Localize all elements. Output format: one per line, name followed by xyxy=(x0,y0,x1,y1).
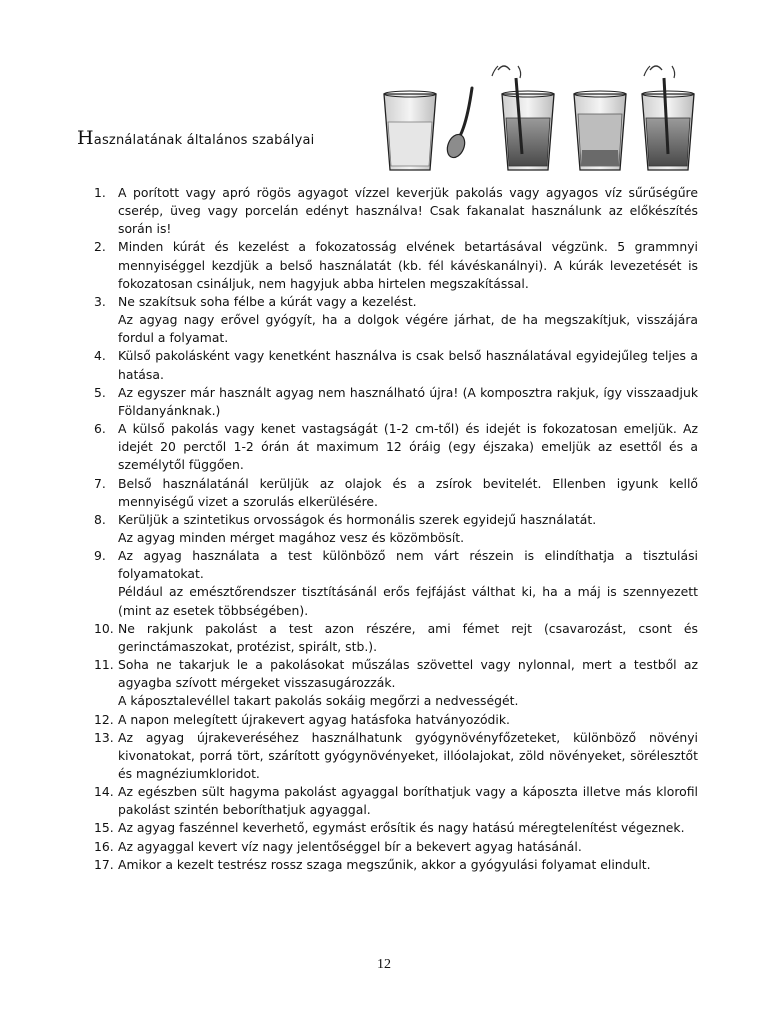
heading-initial: H xyxy=(77,127,94,149)
rule-text xyxy=(118,711,698,729)
rule-text xyxy=(118,384,698,420)
page-number: 12 xyxy=(377,957,391,972)
rule-number: 10. xyxy=(94,620,114,636)
rule-item xyxy=(94,293,698,347)
rule-paragraph: A külső pakolás vagy kenet vastagságát (1-2 cm-től) és idejét is fokozatosan emeljük. Az idejét 20 perctől 1-2 órán át maximum 12 óráig (egy éjszaka) emeljük az esettől és a személytől függően. xyxy=(118,421,698,473)
rule-number: 3. xyxy=(94,293,106,309)
rule-text xyxy=(118,238,698,292)
rule-paragraph: Az egészben sült hagyma pakolást agyaggal boríthatjuk vagy a káposzta illetve más klorofil pakolást szintén beboríthatjuk agyaggal. xyxy=(118,784,698,818)
rule-item xyxy=(94,819,698,837)
spoon-icon xyxy=(444,88,472,160)
rule-item xyxy=(94,711,698,729)
rule-number: 12. xyxy=(94,711,114,727)
rule-item xyxy=(94,184,698,238)
rule-text xyxy=(118,475,698,511)
clay-water-glass-icon xyxy=(574,91,626,170)
rule-text xyxy=(118,347,698,383)
rule-paragraph: Amikor a kezelt testrész rossz szaga megszűnik, akkor a gyógyulási folyamat elindult. xyxy=(118,856,651,872)
rule-number: 4. xyxy=(94,348,106,364)
stirred-glass-icon xyxy=(642,66,694,170)
rule-paragraph: Az egyszer már használt agyag nem használható újra! (A komposztra rakjuk, így visszaadjuk Földanyánknak.) xyxy=(118,384,698,418)
rule-number: 13. xyxy=(94,729,114,745)
rule-number: 14. xyxy=(94,784,114,800)
rule-paragraph: Kerüljük a szintetikus orvosságok és hormonális szerek egyidejű használatát. xyxy=(118,511,597,527)
rule-paragraph: Külső pakolásként vagy kenetként használva is csak belső használatával egyidejűleg teljes a hatása. xyxy=(118,348,698,382)
rule-item xyxy=(94,384,698,420)
rule-number: 17. xyxy=(94,856,114,872)
rule-paragraph: Minden kúrát és kezelést a fokozatosság elvének betartásával végzünk. 5 grammnyi mennyiséggel kezdjük a belső használatát (kb. fél kávéskanálnyi). A kúrák levezetését is fokozatosan csináljuk, nem hagyjuk abba hirtelen megszakítással. xyxy=(118,239,698,291)
rule-item xyxy=(94,729,698,783)
rule-number: 15. xyxy=(94,820,114,836)
rule-item xyxy=(94,347,698,383)
rule-item xyxy=(94,620,698,656)
rule-paragraph: Az agyag használata a test különböző nem várt részein is elindíthatja a tisztulási folyamatokat. xyxy=(118,548,698,582)
rule-number: 6. xyxy=(94,421,106,437)
rule-text xyxy=(118,729,698,783)
rule-text xyxy=(118,783,698,819)
rule-number: 5. xyxy=(94,384,106,400)
rule-item xyxy=(94,547,698,620)
rule-number: 2. xyxy=(94,239,106,255)
rule-paragraph: Az agyag minden mérget magához vesz és közömbösít. xyxy=(118,529,465,545)
rule-paragraph: Soha ne takarjuk le a pakolásokat műszálas szövettel vagy nylonnal, mert a testből az agyagba szívott mérgeket visszasugározzák. xyxy=(118,657,698,691)
rule-paragraph: Az agyag nagy erővel gyógyít, ha a dolgok végére járhat, de ha megszakítjuk, visszájára fordul a folyamat. xyxy=(118,312,698,346)
rule-item xyxy=(94,238,698,292)
clay-preparation-illustration xyxy=(380,62,698,174)
rule-text xyxy=(118,547,698,620)
rule-text xyxy=(118,620,698,656)
rule-number: 8. xyxy=(94,511,106,527)
rule-text xyxy=(118,838,698,856)
rule-number: 16. xyxy=(94,838,114,854)
rule-item xyxy=(94,656,698,710)
page-heading xyxy=(77,127,314,149)
heading-text: asználatának általános szabályai xyxy=(93,133,315,148)
rule-number: 1. xyxy=(94,185,106,200)
rule-text xyxy=(118,656,698,710)
rule-paragraph: A porított vagy apró rögös agyagot vízzel keverjük pakolás vagy agyagos víz sűrűségűre cserép, üveg vagy porcelán edényt használva! Csak fakanalat használunk az előkészítés során is! xyxy=(118,185,698,237)
rules-list xyxy=(94,184,698,874)
water-glass-icon xyxy=(384,91,436,170)
rule-number: 9. xyxy=(94,548,106,564)
rule-text xyxy=(118,511,698,547)
rule-paragraph: Az agyag faszénnel keverhető, egymást erősítik és nagy hatású méregtelenítést végeznek. xyxy=(118,820,685,836)
rule-paragraph: Belső használatánál kerüljük az olajok és a zsírok bevitelét. Ellenben igyunk kellő mennyiségű vizet a szorulás elkerülésére. xyxy=(118,475,698,509)
rule-paragraph: Például az emésztőrendszer tisztításánál erős fejfájást válthat ki, ha a máj is szennyezett (mint az esetek többségében). xyxy=(118,584,698,618)
rule-item xyxy=(94,511,698,547)
rule-item xyxy=(94,475,698,511)
rule-number: 11. xyxy=(94,657,114,673)
rule-number: 7. xyxy=(94,475,106,491)
rule-text xyxy=(118,184,698,238)
rule-paragraph: Az agyaggal kevert víz nagy jelentőséggel bír a bekevert agyag hatásánál. xyxy=(118,838,582,854)
rule-paragraph: Az agyag újrakeveréséhez használhatunk gyógynövényfőzeteket, különböző növényi kivonatokat, porrá tört, szárított gyógynövényeket, illóolajokat, zöld növényeket, sörélesztőt és magnéziumkloridot. xyxy=(118,729,698,781)
rule-text xyxy=(118,819,698,837)
rule-paragraph: Ne rakjunk pakolást a test azon részére, ami fémet rejt (csavarozást, csont és gerinctámaszokat, protézist, spirált, stb.). xyxy=(118,620,698,654)
rule-text xyxy=(118,856,698,874)
rule-item xyxy=(94,420,698,474)
rule-paragraph: Ne szakítsuk soha félbe a kúrát vagy a kezelést. xyxy=(118,293,417,309)
rule-paragraph: A napon melegített újrakevert agyag hatásfoka hatványozódik. xyxy=(118,711,510,727)
rule-text xyxy=(118,293,698,347)
rule-item xyxy=(94,783,698,819)
rule-text xyxy=(118,420,698,474)
rule-paragraph: A káposztalevéllel takart pakolás sokáig megőrzi a nedvességét. xyxy=(118,693,519,709)
stirring-glass-icon xyxy=(492,66,554,170)
rule-item xyxy=(94,856,698,874)
rule-item xyxy=(94,838,698,856)
